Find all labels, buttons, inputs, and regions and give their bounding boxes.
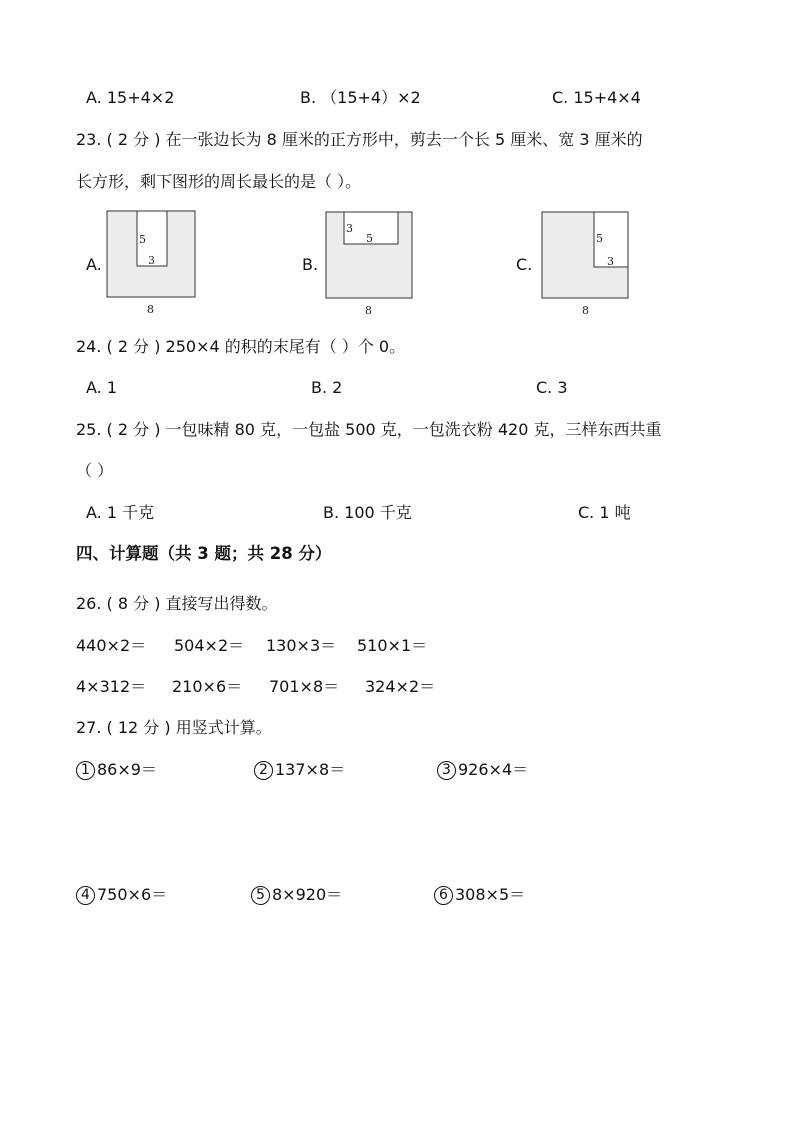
q25-option-c: C. 1 吨 xyxy=(578,503,631,522)
q23-b-cut-short: 3 xyxy=(346,222,353,235)
q26-r2-item1: 4×312＝ xyxy=(76,677,147,696)
q23-label-b: B. xyxy=(302,255,319,274)
circled-number: 6 xyxy=(434,886,453,905)
q27-expr: 308×5＝ xyxy=(455,885,526,904)
q23-stem-line2: 长方形，剩下图形的周长最长的是（ ）。 xyxy=(76,172,362,191)
q27-item-2 xyxy=(254,760,345,780)
q27-item-1 xyxy=(76,760,157,780)
q26-r1-item2: 504×2＝ xyxy=(174,636,245,655)
q23-c-side: 8 xyxy=(582,304,589,317)
q22-option-c: C. 15+4×4 xyxy=(552,88,641,107)
q27-expr: 86×9＝ xyxy=(97,760,157,779)
q23-stem-line1: 23. ( 2 分 ) 在一张边长为 8 厘米的正方形中，剪去一个长 5 厘米、宽 3 厘米的 xyxy=(76,130,643,149)
section4-heading: 四、计算题（共 3 题；共 28 分） xyxy=(76,544,332,563)
q26-r1-item1: 440×2＝ xyxy=(76,636,147,655)
circled-number: 4 xyxy=(76,886,95,905)
q26-r1-item3: 130×3＝ xyxy=(266,636,337,655)
q24-stem: 24. ( 2 分 ) 250×4 的积的末尾有（ ）个 0。 xyxy=(76,337,406,356)
q24-option-a: A. 1 xyxy=(86,378,118,397)
q27-stem: 27. ( 12 分 ) 用竖式计算。 xyxy=(76,718,272,737)
q27-item-5 xyxy=(251,885,342,905)
q23-c-cut-short: 3 xyxy=(607,255,614,268)
q25-option-b: B. 100 千克 xyxy=(323,503,412,522)
q24-option-c: C. 3 xyxy=(536,378,568,397)
q22-option-a: A. 15+4×2 xyxy=(86,88,175,107)
q27-item-4 xyxy=(76,885,167,905)
q26-r2-item4: 324×2＝ xyxy=(365,677,436,696)
q23-a-side: 8 xyxy=(147,303,154,316)
q27-item-3 xyxy=(437,760,528,780)
q23-b-cut-long: 5 xyxy=(366,232,373,245)
q23-label-c: C. xyxy=(516,255,533,274)
circled-number: 1 xyxy=(76,761,95,780)
q27-expr: 926×4＝ xyxy=(458,760,529,779)
q23-b-side: 8 xyxy=(365,304,372,317)
q26-stem: 26. ( 8 分 ) 直接写出得数。 xyxy=(76,594,278,613)
q23-figure-b xyxy=(325,211,417,323)
q27-expr: 137×8＝ xyxy=(275,760,346,779)
q22-option-b: B. （15+4）×2 xyxy=(300,88,421,107)
q25-stem-line1: 25. ( 2 分 ) 一包味精 80 克，一包盐 500 克，一包洗衣粉 420 克，三样东西共重 xyxy=(76,420,662,439)
q25-option-a: A. 1 千克 xyxy=(86,503,155,522)
q27-expr: 8×920＝ xyxy=(272,885,343,904)
q26-r2-item2: 210×6＝ xyxy=(172,677,243,696)
q25-stem-line2: （ ） xyxy=(76,461,114,480)
q23-a-cut-short: 3 xyxy=(148,254,155,267)
q23-a-cut-long: 5 xyxy=(139,233,146,246)
circled-number: 3 xyxy=(437,761,456,780)
q27-item-6 xyxy=(434,885,525,905)
q24-option-b: B. 2 xyxy=(311,378,343,397)
q23-figure-c xyxy=(541,211,633,323)
q27-expr: 750×6＝ xyxy=(97,885,168,904)
q23-label-a: A. xyxy=(86,255,102,274)
circled-number: 2 xyxy=(254,761,273,780)
q23-c-cut-long: 5 xyxy=(596,232,603,245)
q26-r2-item3: 701×8＝ xyxy=(269,677,340,696)
q23-figure-a xyxy=(106,210,198,322)
q26-r1-item4: 510×1＝ xyxy=(357,636,428,655)
circled-number: 5 xyxy=(251,886,270,905)
